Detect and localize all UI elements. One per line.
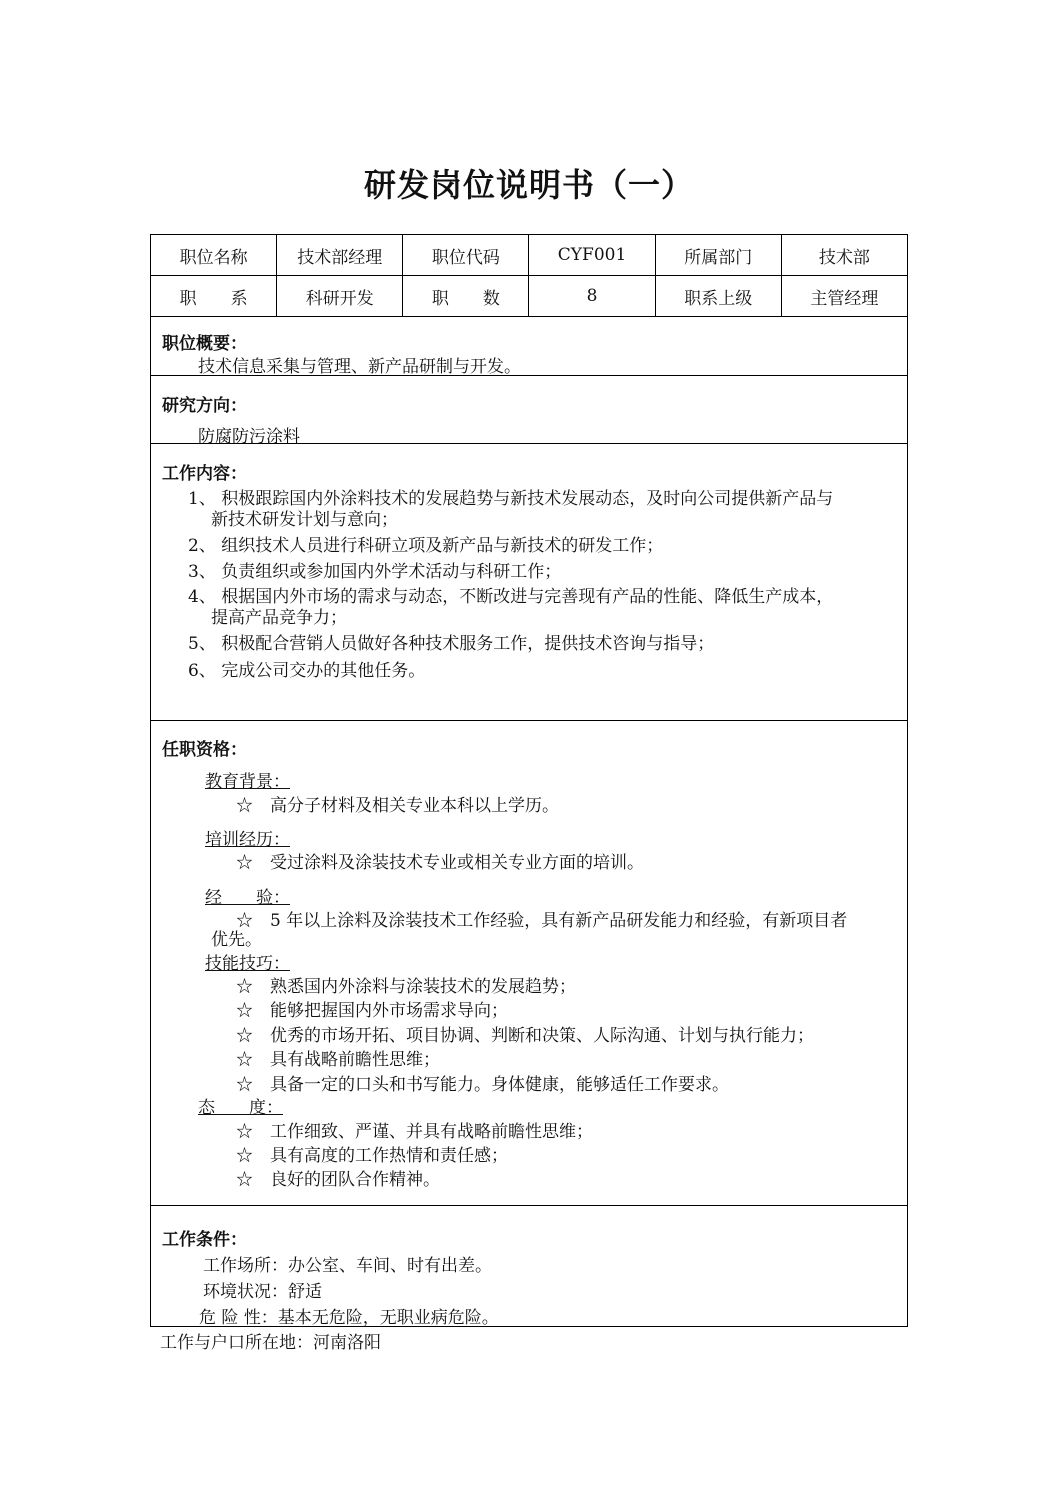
info-row-2 <box>151 276 908 317</box>
value-position-code: CYF001 <box>529 235 655 276</box>
list-item: 危 险 性：基本无危险，无职业病危险。 <box>199 1308 499 1328</box>
list-item: 新技术研发计划与意向； <box>211 510 398 530</box>
list-item: ☆ 优秀的市场开拓、项目协调、判断和决策、人际沟通、计划与执行能力； <box>236 1026 814 1046</box>
work-heading: 工作内容： <box>162 464 247 484</box>
list-item: 5、 积极配合营销人员做好各种技术服务工作，提供技术咨询与指导； <box>188 634 715 654</box>
label-position-code: 职位代码 <box>403 235 529 276</box>
value-position-name: 技术部经理 <box>277 235 403 276</box>
work-location-note: 工作与户口所在地：河南洛阳 <box>160 1333 381 1353</box>
value-job-family: 科研开发 <box>277 276 403 317</box>
skills-label: 技能技巧： <box>205 954 290 974</box>
list-item: ☆ 具备一定的口头和书写能力。身体健康，能够适任工作要求。 <box>236 1075 729 1095</box>
edu-label: 教育背景： <box>205 772 290 792</box>
attitude-label: 态 度： <box>198 1098 283 1118</box>
conditions-heading: 工作条件： <box>162 1230 247 1250</box>
list-item: ☆ 5 年以上涂料及涂装技术工作经验，具有新产品研发能力和经验，有新项目者 <box>236 911 848 931</box>
label-position-name: 职位名称 <box>151 235 277 276</box>
label-department: 所属部门 <box>655 235 781 276</box>
section-summary <box>150 317 908 376</box>
research-heading: 研究方向： <box>162 396 247 416</box>
list-item: 提高产品竞争力； <box>211 608 347 628</box>
list-item: 6、 完成公司交办的其他任务。 <box>188 661 426 681</box>
section-conditions <box>150 1206 908 1327</box>
list-item: 3、 负责组织或参加国内外学术活动与科研工作； <box>188 562 562 582</box>
list-item: ☆ 高分子材料及相关专业本科以上学历。 <box>236 796 559 816</box>
list-item: 4、 根据国内外市场的需求与动态，不断改进与完善现有产品的性能、降低生产成本， <box>188 587 834 607</box>
experience-label: 经 验： <box>205 888 290 908</box>
info-table <box>150 234 908 317</box>
list-item: ☆ 具有高度的工作热情和责任感； <box>236 1146 508 1166</box>
label-headcount: 职 数 <box>403 276 529 317</box>
value-headcount: 8 <box>529 276 655 317</box>
info-row-1 <box>151 235 908 276</box>
list-item: ☆ 熟悉国内外涂料与涂装技术的发展趋势； <box>236 977 576 997</box>
list-item: ☆ 能够把握国内外市场需求导向； <box>236 1001 508 1021</box>
research-text: 防腐防污涂料 <box>198 427 300 447</box>
value-superior: 主管经理 <box>781 276 907 317</box>
list-item: ☆ 工作细致、严谨、并具有战略前瞻性思维； <box>236 1122 593 1142</box>
list-item: 2、 组织技术人员进行科研立项及新产品与新技术的研发工作； <box>188 536 664 556</box>
value-department: 技术部 <box>781 235 907 276</box>
job-description-table <box>150 234 908 1327</box>
label-job-family: 职 系 <box>151 276 277 317</box>
list-item: 1、 积极跟踪国内外涂料技术的发展趋势与新技术发展动态，及时向公司提供新产品与 <box>188 489 834 509</box>
list-item: 工作场所：办公室、车间、时有出差。 <box>203 1256 492 1276</box>
section-qualifications <box>150 721 908 1206</box>
list-item: 环境状况：舒适 <box>203 1282 322 1302</box>
qual-heading: 任职资格： <box>162 740 247 760</box>
list-item: ☆ 具有战略前瞻性思维； <box>236 1050 440 1070</box>
list-item: ☆ 良好的团队合作精神。 <box>236 1170 440 1190</box>
training-label: 培训经历： <box>205 830 290 850</box>
list-item: 优先。 <box>211 930 262 950</box>
label-superior: 职系上级 <box>655 276 781 317</box>
list-item: ☆ 受过涂料及涂装技术专业或相关专业方面的培训。 <box>236 853 644 873</box>
section-work <box>150 444 908 721</box>
page-title: 研发岗位说明书（一） <box>363 166 694 204</box>
section-research <box>150 376 908 447</box>
summary-text: 技术信息采集与管理、新产品研制与开发。 <box>198 357 521 377</box>
summary-heading: 职位概要： <box>162 334 247 354</box>
